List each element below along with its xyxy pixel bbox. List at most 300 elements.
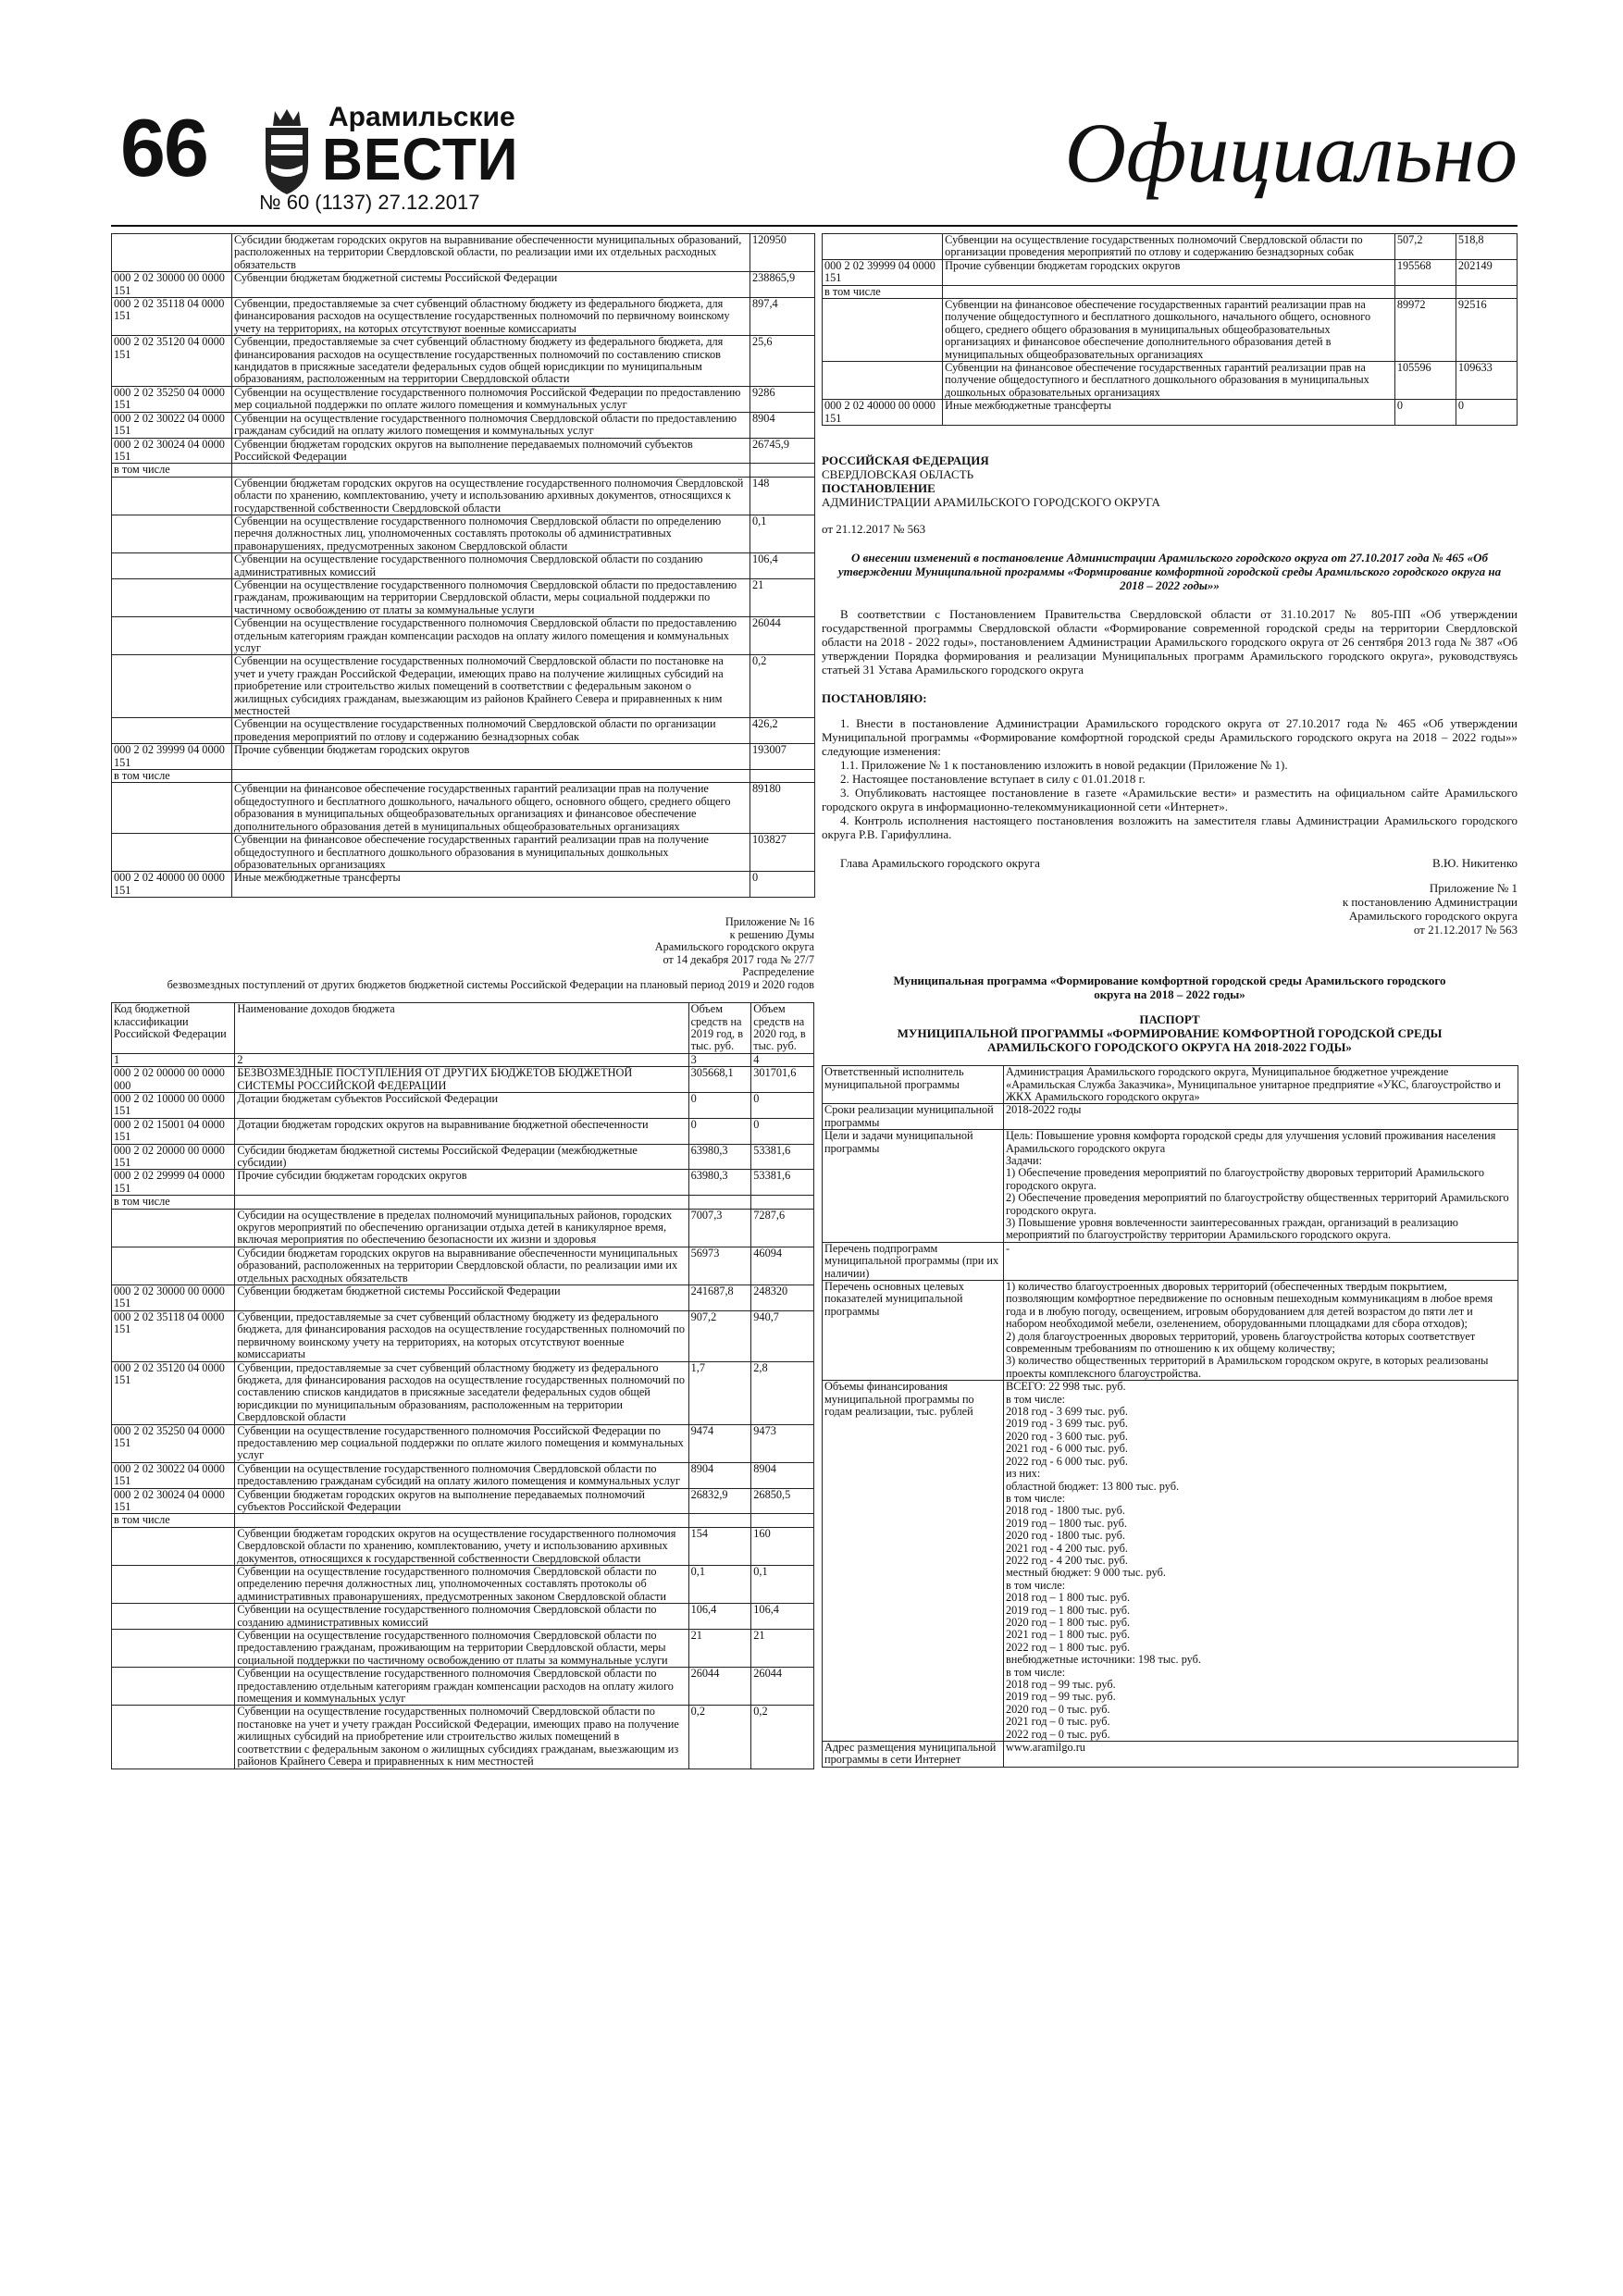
passport-row: [823, 1104, 1518, 1130]
table-row: [112, 617, 815, 655]
passport-value-line: 2019 год – 1800 тыс. руб.: [1006, 1516, 1127, 1530]
amount-cell: 9286: [750, 386, 815, 412]
budget-code-cell: 000 2 02 30024 04 0000 151: [112, 1488, 235, 1514]
table-row: [112, 336, 815, 387]
income-name-cell: Субвенции на осуществление государственного полномочия Свердловской области по предоставлению гражданам, проживающим на территории Свердловской области, меры социальной поддержки по частичному освобождению от платы за коммунальные услуги: [232, 578, 750, 616]
table-row: [112, 783, 815, 834]
table-row: [112, 1361, 814, 1424]
table-header-row: [112, 1003, 814, 1054]
amount-cell: [751, 1514, 814, 1527]
income-name-cell: Субвенции на осуществление государственных полномочий Свердловской области по постановке на учет и учету граждан Российской Федерации, имеющих право на получение жилищных субсидий на приобретение или строительство жилых помещений в соответствии с федеральным законом о жилищных субсидиях гражданам, выезжающим из районов Крайнего Севера и приравненных к ним местностей: [235, 1706, 688, 1769]
column-header: Объем средств на 2019 год, в тыс. руб.: [688, 1003, 751, 1054]
amount-cell: 193007: [750, 744, 815, 770]
appendix16-line: от 14 декабря 2017 года № 27/7: [663, 952, 814, 966]
passport-label: Адрес размещения муниципальной программы в сети Интернет: [823, 1742, 1004, 1768]
table-row: [112, 1144, 814, 1170]
budget-code-cell: [823, 234, 943, 260]
passport-value-line: 2020 год – 0 тыс. руб.: [1006, 1702, 1110, 1716]
budget-code-cell: 000 2 02 35118 04 0000 151: [112, 298, 232, 336]
amount-cell: 301701,6: [751, 1067, 814, 1093]
passport-value-line: 1) Обеспечение проведения мероприятий по благоустройству дворовых территорий Арамильского городского округа.: [1006, 1166, 1485, 1192]
table-row: [112, 1488, 814, 1514]
income-table-2018: [111, 233, 815, 898]
amount-cell: [688, 1514, 751, 1527]
table-row: [112, 744, 815, 770]
amount-cell: 2,8: [751, 1361, 814, 1424]
amount-cell: 106,4: [688, 1604, 751, 1630]
income-name-cell: БЕЗВОЗМЕЗДНЫЕ ПОСТУПЛЕНИЯ ОТ ДРУГИХ БЮДЖЕТОВ БЮДЖЕТНОЙ СИСТЕМЫ РОССИЙСКОЙ ФЕДЕРАЦИИ: [235, 1067, 688, 1093]
signature-block: [822, 856, 1518, 870]
passport-row: [823, 1381, 1518, 1742]
passport-label: Перечень подпрограмм муниципальной программы (при их наличии): [823, 1242, 1004, 1280]
income-name-cell: Субвенции на осуществление государственных полномочий Свердловской области по постановке на учет и учету граждан Российской Федерации, имеющих право на получение жилищных субсидий на приобретение или строительство жилых помещений в соответствии с федеральным законом о жилищных субсидиях гражданам, выезжающим из районов Крайнего Севера и приравненных к ним местностей: [232, 655, 750, 718]
budget-code-cell: [112, 718, 232, 744]
budget-code-cell: [112, 477, 232, 515]
income-name-cell: Субвенции на финансовое обеспечение государственных гарантий реализации прав на получение общедоступного и бесплатного дошкольного образования в муниципальных дошкольных образовательных организациях: [943, 362, 1395, 400]
income-name-cell: Субвенции бюджетам бюджетной системы Российской Федерации: [232, 272, 750, 298]
left-column: [111, 233, 814, 1769]
appendix1-line: Приложение № 1: [1429, 881, 1518, 896]
income-name-cell: [235, 1514, 688, 1527]
table-row: [112, 578, 815, 616]
table-row: [823, 259, 1518, 285]
passport-value-line: 2019 год - 3 699 тыс. руб.: [1006, 1417, 1128, 1431]
income-name-cell: Субвенции, предоставляемые за счет субвенций областному бюджету из федерального бюджета, для финансирования расходов на осуществление государственных полномочий по первичному воинскому учету на территориях, на которых отсутствуют военные комиссариаты: [235, 1310, 688, 1361]
table-row: [112, 515, 815, 552]
column-header: Объем средств на 2020 год, в тыс. руб.: [751, 1003, 814, 1054]
budget-code-cell: 000 2 02 30022 04 0000 151: [112, 412, 232, 438]
amount-cell: 21: [751, 1630, 814, 1668]
budget-code-cell: [112, 834, 232, 872]
table-row: [112, 1668, 814, 1706]
amount-cell: 8904: [750, 412, 815, 438]
income-name-cell: Субсидии бюджетам городских округов на выравнивание обеспеченности муниципальных образований, расположенных на территории Свердловской области, по реализации ими их отдельных расходных обязательств: [235, 1247, 688, 1285]
budget-code-cell: 000 2 02 00000 00 0000 000: [112, 1067, 235, 1093]
income-name-cell: Субвенции на осуществление государственных полномочий Свердловской области по организации проведения мероприятий по отлову и содержанию безнадзорных собак: [943, 234, 1395, 260]
table-row: [112, 553, 815, 579]
decree-org: АДМИНИСТРАЦИИ АРАМИЛЬСКОГО ГОРОДСКОГО ОКРУГА: [822, 495, 1160, 510]
budget-code-cell: [112, 655, 232, 718]
passport-value-line: 2020 год - 1800 тыс. руб.: [1006, 1529, 1125, 1543]
amount-cell: 0: [1456, 400, 1517, 426]
brand-line2: ВЕСТИ: [322, 126, 519, 192]
page-number: 66: [120, 102, 207, 193]
budget-code-cell: в том числе: [112, 1196, 235, 1209]
passport-value-line: областной бюджет: 13 800 тыс. руб.: [1006, 1479, 1180, 1493]
passport-value-line: в том числе:: [1006, 1392, 1066, 1406]
passport-value: [1004, 1066, 1518, 1104]
budget-code-cell: [112, 1604, 235, 1630]
decree-items: [822, 716, 1518, 841]
column-header: Код бюджетной классификации Российской Федерации: [112, 1003, 235, 1054]
income-name-cell: [943, 285, 1395, 298]
passport-value-line: 1) количество благоустроенных дворовых территорий (обеспеченных твердым покрытием, позволяющим комфортное передвижение по основным пешеходным коммуникациям в любое время года и в любую погоду, освещением, игровым оборудованием для детей возрастом до пяти лет и набором необходимой мебели, озеленением, оборудованными площадками для сбора отходов);: [1006, 1280, 1493, 1331]
budget-code-cell: 000 2 02 35120 04 0000 151: [112, 1361, 235, 1424]
table-row: [112, 1706, 814, 1769]
passport-value-line: в том числе:: [1006, 1491, 1066, 1505]
table-row: [112, 234, 815, 272]
amount-cell: 0,1: [688, 1566, 751, 1604]
passport-value-line: 2021 год - 4 200 тыс. руб.: [1006, 1541, 1128, 1555]
amount-cell: 92516: [1456, 299, 1517, 362]
passport-value-line: 2021 год - 6 000 тыс. руб.: [1006, 1442, 1128, 1456]
amount-cell: [688, 1196, 751, 1209]
income-name-cell: Дотации бюджетам городских округов на выравнивание бюджетной обеспеченности: [235, 1118, 688, 1144]
column-number: 4: [751, 1053, 814, 1066]
passport-table: [822, 1065, 1518, 1768]
passport-value: [1004, 1130, 1518, 1243]
table-row: [823, 299, 1518, 362]
table-row: [112, 1170, 814, 1196]
income-name-cell: Субсидии бюджетам городских округов на выравнивание обеспеченности муниципальных образований, расположенных на территории Свердловской области, по реализации ими их отдельных расходных обязательств: [232, 234, 750, 272]
budget-code-cell: [112, 553, 232, 579]
decree-item: 1. Внести в постановление Администрации Арамильского городского округа от 27.10.2017 года № 465 «Об утверждении Муниципальной программы «Формирование комфортной городской среды Арамильского городского округа на 2018 – 2022 годы»» следующие изменения:: [822, 716, 1518, 759]
passport-value-line: 2022 год – 0 тыс. руб.: [1006, 1727, 1110, 1741]
budget-code-cell: в том числе: [112, 1514, 235, 1527]
budget-code-cell: 000 2 02 30024 04 0000 151: [112, 438, 232, 464]
amount-cell: [1394, 285, 1456, 298]
income-name-cell: Субвенции на осуществление государственного полномочия Свердловской области по предоставлению отдельным категориям граждан компенсации расходов на оплату жилого помещения и коммунальных услуг: [232, 617, 750, 655]
table-row: [112, 834, 815, 872]
passport-value: [1004, 1742, 1518, 1768]
appendix16-line: к решению Думы: [729, 927, 814, 941]
passport-value: [1004, 1381, 1518, 1742]
appendix16-line: Распределение: [742, 965, 814, 979]
table-row: [112, 655, 815, 718]
decree-item: 3. Опубликовать настоящее постановление в газете «Арамильские вести» и разместить на официальном сайте Арамильского городского округа в информационно-телекоммуникационной сети «Интернет».: [822, 786, 1518, 814]
budget-code-cell: 000 2 02 30000 00 0000 151: [112, 1285, 235, 1311]
decree-item: 2. Настоящее постановление вступает в силу с 01.01.2018 г.: [840, 772, 1146, 787]
amount-cell: 0,1: [751, 1566, 814, 1604]
appendix16-title: безвозмездных поступлений от других бюджетов бюджетной системы Российской Федерации на плановый период 2019 и 2020 годов: [167, 977, 814, 991]
passport-value-line: 2019 год – 99 тыс. руб.: [1006, 1690, 1116, 1704]
decree-item: 4. Контроль исполнения настоящего постановления возложить на заместителя главы Администрации Арамильского городского округа Р.В. Гарифуллина.: [822, 813, 1518, 842]
coat-of-arms-icon: [254, 107, 319, 196]
amount-cell: 0: [751, 1092, 814, 1118]
appendix16-line: Арамильского городского округа: [654, 940, 814, 954]
passport-row: [823, 1242, 1518, 1280]
passport-value-line: 2018 год – 1 800 тыс. руб.: [1006, 1591, 1131, 1605]
right-column: [822, 233, 1518, 1768]
table-row: [112, 298, 815, 336]
appendix16-line: Приложение № 16: [725, 915, 814, 929]
passport-value-line: Администрация Арамильского городского округа, Муниципальное бюджетное учреждение «Арамильская Служба Заказчика», Муниципальное унитарное предприятие «УКС, благоустройство и ЖКХ Арамильского городского округа»: [1006, 1065, 1501, 1103]
amount-cell: 26044: [751, 1668, 814, 1706]
table-row: [112, 1424, 814, 1462]
amount-cell: 160: [751, 1527, 814, 1565]
amount-cell: 897,4: [750, 298, 815, 336]
income-name-cell: Субвенции на осуществление государственного полномочия Свердловской области по созданию административных комиссий: [235, 1604, 688, 1630]
income-name-cell: [232, 464, 750, 477]
amount-cell: 507,2: [1394, 234, 1456, 260]
budget-code-cell: [112, 1630, 235, 1668]
amount-cell: 7007,3: [688, 1209, 751, 1247]
passport-value-line: внебюджетные источники: 198 тыс. руб.: [1006, 1653, 1201, 1667]
amount-cell: 56973: [688, 1247, 751, 1285]
passport-value-line: 2018 год - 1800 тыс. руб.: [1006, 1504, 1125, 1518]
amount-cell: 248320: [751, 1285, 814, 1311]
passport-row: [823, 1066, 1518, 1104]
income-name-cell: Субвенции бюджетам бюджетной системы Российской Федерации: [235, 1285, 688, 1311]
income-name-cell: Иные межбюджетные трансферты: [232, 872, 750, 898]
budget-code-cell: 000 2 02 39999 04 0000 151: [112, 744, 232, 770]
passport-value-line: 2) доля благоустроенных дворовых территорий, уровень благоустройства которых соответствует современным требованиям по отношению к их общему количеству;: [1006, 1329, 1476, 1356]
passport-label: Перечень основных целевых показателей муниципальной программы: [823, 1281, 1004, 1381]
amount-cell: [750, 770, 815, 783]
budget-code-cell: 000 2 02 15001 04 0000 151: [112, 1118, 235, 1144]
passport-value-line: Цель: Повышение уровня комфорта городской среды для улучшения условий проживания населения Арамильского городского округа: [1006, 1129, 1496, 1155]
passport-value-line: 2020 год - 3 600 тыс. руб.: [1006, 1429, 1128, 1443]
income-name-cell: Субвенции на осуществление государственного полномочия Свердловской области по определению перечня должностных лиц, уполномоченных составлять протоколы об административных правонарушениях, предусмотренных законом Свердловской области: [235, 1566, 688, 1604]
decree-preamble: В соответствии с Постановлением Правительства Свердловской области от 31.10.2017 № 805-ПП «Об утверждении государственной программы Свердловской области «Формирование современной городской среды на территории Свердловской области на 2018 - 2022 годы», постановлением Администрации Арамильского городского округа от 26 сентября 2013 года № 387 «Об утверждении Порядка формирования и реализации Муниципальных программ Арамильского городского округа», руководствуясь статьей 31 Устава Арамильского городского округа: [822, 607, 1518, 677]
amount-cell: 0: [688, 1118, 751, 1144]
table-row: [112, 477, 815, 515]
table-row: [112, 1462, 814, 1488]
table-row: [112, 1196, 814, 1209]
passport-row: [823, 1742, 1518, 1768]
passport-value-line: 2019 год – 1 800 тыс. руб.: [1006, 1603, 1131, 1617]
income-name-cell: Дотации бюджетам субъектов Российской Федерации: [235, 1092, 688, 1118]
amount-cell: 241687,8: [688, 1285, 751, 1311]
passport-value-line: 2020 год – 1 800 тыс. руб.: [1006, 1615, 1131, 1629]
budget-code-cell: [112, 1668, 235, 1706]
amount-cell: 9473: [751, 1424, 814, 1462]
decree-date: от 21.12.2017 № 563: [822, 522, 926, 537]
budget-code-cell: в том числе: [823, 285, 943, 298]
table-row: [112, 1067, 814, 1093]
decree-resolve: ПОСТАНОВЛЯЮ:: [822, 691, 927, 706]
budget-code-cell: [823, 299, 943, 362]
amount-cell: 53381,6: [751, 1144, 814, 1170]
income-name-cell: Субвенции бюджетам городских округов на осуществление государственного полномочия Свердловской области по хранению, комплектованию, учету и использованию архивных документов, относящихся к государственной собственности Свердловской области: [235, 1527, 688, 1565]
amount-cell: 0,2: [750, 655, 815, 718]
passport-value-line: -: [1006, 1241, 1010, 1255]
appendix1-line: к постановлению Администрации: [1342, 895, 1518, 910]
budget-code-cell: 000 2 02 20000 00 0000 151: [112, 1144, 235, 1170]
table-row: [112, 464, 815, 477]
passport-value-line: из них:: [1006, 1467, 1041, 1481]
passport-row: [823, 1130, 1518, 1243]
amount-cell: 195568: [1394, 259, 1456, 285]
amount-cell: 0,2: [751, 1706, 814, 1769]
table-row: [112, 872, 815, 898]
income-name-cell: Субвенции, предоставляемые за счет субвенций областному бюджету из федерального бюджета, для финансирования расходов на осуществление государственных полномочий по составлению списков кандидатов в присяжные заседатели федеральных судов общей юрисдикции по муниципальным образованиям, расположенным на территории Свердловской области: [232, 336, 750, 387]
appendix1-block: [822, 881, 1518, 937]
table-row: [112, 438, 815, 464]
amount-cell: 21: [750, 578, 815, 616]
table-row: [823, 362, 1518, 400]
table-row: [112, 1285, 814, 1311]
table-row: [112, 412, 815, 438]
amount-cell: 0,2: [688, 1706, 751, 1769]
passport-label: Сроки реализации муниципальной программы: [823, 1104, 1004, 1130]
table-row: [823, 234, 1518, 260]
amount-cell: 120950: [750, 234, 815, 272]
amount-cell: 26850,5: [751, 1488, 814, 1514]
budget-code-cell: в том числе: [112, 464, 232, 477]
amount-cell: 105596: [1394, 362, 1456, 400]
income-name-cell: Субвенции на осуществление государственного полномочия Российской Федерации по предоставлению мер социальной поддержки по оплате жилого помещения и коммунальных услуг: [235, 1424, 688, 1462]
budget-code-cell: [112, 1527, 235, 1565]
amount-cell: 109633: [1456, 362, 1517, 400]
passport-value-line: www.aramilgo.ru: [1006, 1741, 1085, 1755]
income-name-cell: Субвенции бюджетам городских округов на осуществление государственного полномочия Свердловской области по хранению, комплектованию, учету и использованию архивных документов, относящихся к государственной собственности Свердловской области: [232, 477, 750, 515]
amount-cell: 0,1: [750, 515, 815, 552]
passport-value-line: местный бюджет: 9 000 тыс. руб.: [1006, 1566, 1166, 1580]
income-name-cell: Субсидии бюджетам бюджетной системы Российской Федерации (межбюджетные субсидии): [235, 1144, 688, 1170]
table-row: [112, 1527, 814, 1565]
budget-code-cell: 000 2 02 30022 04 0000 151: [112, 1462, 235, 1488]
amount-cell: 103827: [750, 834, 815, 872]
income-table-continued: [822, 233, 1518, 426]
section-title: Официально: [1064, 105, 1518, 200]
amount-cell: 106,4: [750, 553, 815, 579]
amount-cell: 7287,6: [751, 1209, 814, 1247]
passport-value-line: 2018-2022 годы: [1006, 1103, 1082, 1117]
column-number: 1: [112, 1053, 235, 1066]
budget-code-cell: 000 2 02 29999 04 0000 151: [112, 1170, 235, 1196]
decree-item: 1.1. Приложение № 1 к постановлению изложить в новой редакции (Приложение № 1).: [840, 758, 1288, 773]
budget-code-cell: [112, 1566, 235, 1604]
passport-title: МУНИЦИПАЛЬНОЙ ПРОГРАММЫ «ФОРМИРОВАНИЕ КОМФОРТНОЙ ГОРОДСКОЙ СРЕДЫ АРАМИЛЬСКОГО ГОРОДСКОГО ОКРУГА НА 2018-2022 ГОДЫ»: [897, 1026, 1443, 1055]
budget-code-cell: 000 2 02 39999 04 0000 151: [823, 259, 943, 285]
budget-code-cell: [823, 362, 943, 400]
amount-cell: 0: [688, 1092, 751, 1118]
decree-org: СВЕРДЛОВСКАЯ ОБЛАСТЬ: [822, 467, 974, 482]
amount-cell: 25,6: [750, 336, 815, 387]
amount-cell: 0: [1394, 400, 1456, 426]
passport-value: [1004, 1281, 1518, 1381]
column-number: 2: [235, 1053, 688, 1066]
column-number-row: [112, 1053, 814, 1066]
amount-cell: 89972: [1394, 299, 1456, 362]
amount-cell: 63980,3: [688, 1144, 751, 1170]
income-name-cell: Прочие субсидии бюджетам городских округов: [235, 1170, 688, 1196]
amount-cell: 46094: [751, 1247, 814, 1285]
budget-code-cell: [112, 578, 232, 616]
income-name-cell: Прочие субвенции бюджетам городских округов: [232, 744, 750, 770]
signer-title: Глава Арамильского городского округа: [840, 856, 1040, 871]
budget-code-cell: 000 2 02 10000 00 0000 151: [112, 1092, 235, 1118]
income-name-cell: Субвенции на финансовое обеспечение государственных гарантий реализации прав на получение общедоступного и бесплатного дошкольного образования в муниципальных дошкольных образовательных организациях: [232, 834, 750, 872]
income-name-cell: Субвенции, предоставляемые за счет субвенций областному бюджету из федерального бюджета, для финансирования расходов на осуществление государственных полномочий по составлению списков кандидатов в присяжные заседатели федеральных судов общей юрисдикции по муниципальным образованиям, расположенным на территории Свердловской области: [235, 1361, 688, 1424]
amount-cell: 0: [751, 1118, 814, 1144]
table-row: [112, 1118, 814, 1144]
budget-code-cell: [112, 234, 232, 272]
amount-cell: 26044: [750, 617, 815, 655]
amount-cell: 106,4: [751, 1604, 814, 1630]
income-name-cell: Субвенции на осуществление государственного полномочия Свердловской области по определению перечня должностных лиц, уполномоченных составлять протоколы об административных правонарушениях, предусмотренных законом Свердловской области: [232, 515, 750, 552]
income-name-cell: Субвенции на финансовое обеспечение государственных гарантий реализации прав на получение общедоступного и бесплатного дошкольного, начального общего, основного общего, среднего общего образования в муниципальных общеобразовательных организациях и финансовое обеспечение дополнительного образования детей в муниципальных общеобразовательных организациях: [943, 299, 1395, 362]
budget-code-cell: [112, 1247, 235, 1285]
income-name-cell: Иные межбюджетные трансферты: [943, 400, 1395, 426]
income-name-cell: Субвенции на осуществление государственного полномочия Свердловской области по предоставлению гражданам, проживающим на территории Свердловской области, меры социальной поддержки по частичному освобождению от платы за коммунальные услуги: [235, 1630, 688, 1668]
amount-cell: [751, 1196, 814, 1209]
amount-cell: 9474: [688, 1424, 751, 1462]
page-header: [111, 102, 1518, 222]
amount-cell: 518,8: [1456, 234, 1517, 260]
amount-cell: 148: [750, 477, 815, 515]
table-row: [112, 1566, 814, 1604]
program-title: Муниципальная программа «Формирование комфортной городской среды Арамильского городского округа на 2018 – 2022 годы»: [893, 974, 1446, 1002]
income-name-cell: Прочие субвенции бюджетам городских округов: [943, 259, 1395, 285]
amount-cell: 426,2: [750, 718, 815, 744]
income-name-cell: Субвенции, предоставляемые за счет субвенций областному бюджету из федерального бюджета, для финансирования расходов на осуществление государственных полномочий по первичному воинскому учету на территориях, на которых отсутствуют военные комиссариаты: [232, 298, 750, 336]
amount-cell: 238865,9: [750, 272, 815, 298]
amount-cell: 8904: [751, 1462, 814, 1488]
table-row: [112, 770, 815, 783]
income-name-cell: Субвенции на осуществление государственного полномочия Свердловской области по предоставлению гражданам субсидий на оплату жилого помещения и коммунальных услуг: [235, 1462, 688, 1488]
passport-row: [823, 1281, 1518, 1381]
appendix16-block: [111, 916, 814, 991]
table-row: [112, 1092, 814, 1118]
decree-title: О внесении изменений в постановление Администрации Арамильского городского округа от 27.10.2017 года № 465 «Об утверждении Муниципальной программы «Формирование комфортной городской среды Арамильского городского округа на 2018 – 2022 годы»»: [837, 551, 1502, 593]
column-number: 3: [688, 1053, 751, 1066]
amount-cell: 26832,9: [688, 1488, 751, 1514]
passport-value-line: 2021 год – 0 тыс. руб.: [1006, 1715, 1110, 1729]
passport-value-line: Задачи:: [1006, 1153, 1043, 1167]
passport-value-line: 2018 год - 3 699 тыс. руб.: [1006, 1405, 1128, 1419]
table-row: [112, 272, 815, 298]
passport-value: [1004, 1104, 1518, 1130]
income-name-cell: Субвенции на осуществление государственного полномочия Свердловской области по предоставлению отдельным категориям граждан компенсации расходов на оплату жилого помещения и коммунальных услуг: [235, 1668, 688, 1706]
table-row: [823, 285, 1518, 298]
table-row: [112, 1247, 814, 1285]
budget-code-cell: 000 2 02 30000 00 0000 151: [112, 272, 232, 298]
table-row: [823, 400, 1518, 426]
amount-cell: 154: [688, 1527, 751, 1565]
passport-value-line: в том числе:: [1006, 1578, 1066, 1592]
income-name-cell: Субвенции бюджетам городских округов на выполнение передаваемых полномочий субъектов Российской Федерации: [232, 438, 750, 464]
issue-number: № 60 (1137) 27.12.2017: [259, 191, 480, 214]
amount-cell: 53381,6: [751, 1170, 814, 1196]
amount-cell: 202149: [1456, 259, 1517, 285]
passport-value-line: 2022 год - 6 000 тыс. руб.: [1006, 1454, 1128, 1468]
income-name-cell: Субвенции бюджетам городских округов на выполнение передаваемых полномочий субъектов Российской Федерации: [235, 1488, 688, 1514]
table-row: [112, 1209, 814, 1247]
budget-code-cell: 000 2 02 40000 00 0000 151: [823, 400, 943, 426]
amount-cell: 21: [688, 1630, 751, 1668]
budget-code-cell: 000 2 02 35118 04 0000 151: [112, 1310, 235, 1361]
amount-cell: 907,2: [688, 1310, 751, 1361]
passport-label: Цели и задачи муниципальной программы: [823, 1130, 1004, 1243]
amount-cell: 89180: [750, 783, 815, 834]
decree-org: РОССИЙСКАЯ ФЕДЕРАЦИЯ: [822, 453, 989, 468]
income-name-cell: Субвенции на осуществление государственных полномочий Свердловской области по организации проведения мероприятий по отлову и содержанию безнадзорных собак: [232, 718, 750, 744]
passport-value-line: ВСЕГО: 22 998 тыс. руб.: [1006, 1380, 1126, 1394]
income-name-cell: Субвенции на осуществление государственного полномочия Свердловской области по предоставлению гражданам субсидий на оплату жилого помещения и коммунальных услуг: [232, 412, 750, 438]
income-name-cell: Субвенции на осуществление государственного полномочия Свердловской области по созданию административных комиссий: [232, 553, 750, 579]
passport-value-line: 2018 год – 99 тыс. руб.: [1006, 1678, 1116, 1691]
passport-value-line: 2022 год – 1 800 тыс. руб.: [1006, 1640, 1131, 1654]
amount-cell: 0: [750, 872, 815, 898]
header-rule: [111, 225, 1518, 227]
amount-cell: 26044: [688, 1668, 751, 1706]
table-row: [112, 1630, 814, 1668]
budget-code-cell: 000 2 02 35250 04 0000 151: [112, 1424, 235, 1462]
passport-value-line: 2021 год – 1 800 тыс. руб.: [1006, 1628, 1131, 1642]
income-table-2019-2020: [111, 1002, 814, 1769]
budget-code-cell: 000 2 02 40000 00 0000 151: [112, 872, 232, 898]
budget-code-cell: 000 2 02 35250 04 0000 151: [112, 386, 232, 412]
amount-cell: [1456, 285, 1517, 298]
income-name-cell: Субсидии на осуществление в пределах полномочий муниципальных районов, городских округов мероприятий по обеспечению организации отдыха детей в каникулярное время, включая мероприятия по обеспечению безопасности их жизни и здоровья: [235, 1209, 688, 1247]
income-name-cell: [235, 1196, 688, 1209]
passport-heading: ПАСПОРТ: [1139, 1012, 1200, 1027]
budget-code-cell: [112, 617, 232, 655]
budget-code-cell: [112, 783, 232, 834]
decree-org: ПОСТАНОВЛЕНИЕ: [822, 481, 935, 496]
